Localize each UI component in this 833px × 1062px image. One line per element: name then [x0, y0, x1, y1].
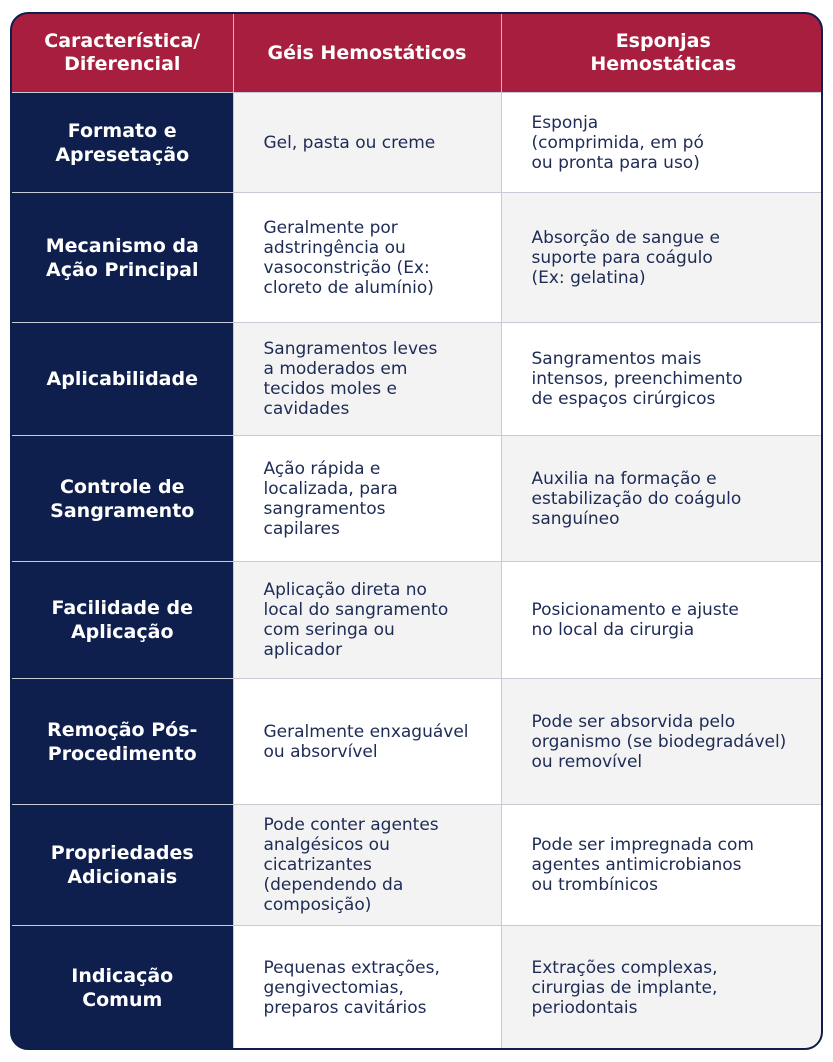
table-row — [12, 679, 823, 805]
table-row — [12, 193, 823, 323]
table-row — [12, 562, 823, 679]
header-gels: Géis Hemostáticos — [233, 14, 501, 93]
row-gel: Aplicação direta no local do sangramento com seringa ou aplicador — [233, 562, 501, 679]
table-row — [12, 436, 823, 562]
row-sponge: Esponja (comprimida, em pó ou pronta para uso) — [501, 93, 823, 193]
row-sponge: Pode ser impregnada com agentes antimicrobianos ou trombínicos — [501, 805, 823, 926]
row-feature: Controle de Sangramento — [12, 436, 233, 562]
header-row — [12, 14, 823, 93]
row-feature: Remoção Pós- Procedimento — [12, 679, 233, 805]
row-sponge: Sangramentos mais intensos, preenchimento de espaços cirúrgicos — [501, 323, 823, 436]
row-gel: Pequenas extrações, gengivectomias, preparos cavitários — [233, 926, 501, 1051]
row-sponge: Extrações complexas, cirurgias de implante, periodontais — [501, 926, 823, 1051]
table-row — [12, 926, 823, 1051]
header-characteristic: Característica/ Diferencial — [12, 14, 233, 93]
row-sponge: Pode ser absorvida pelo organismo (se biodegradável) ou removível — [501, 679, 823, 805]
table-row — [12, 805, 823, 926]
table-row — [12, 93, 823, 193]
row-feature: Mecanismo da Ação Principal — [12, 193, 233, 323]
row-sponge: Auxilia na formação e estabilização do coágulo sanguíneo — [501, 436, 823, 562]
row-gel: Ação rápida e localizada, para sangramentos capilares — [233, 436, 501, 562]
row-feature: Aplicabilidade — [12, 323, 233, 436]
table-row — [12, 323, 823, 436]
row-sponge: Posicionamento e ajuste no local da cirurgia — [501, 562, 823, 679]
row-gel: Geralmente enxaguável ou absorvível — [233, 679, 501, 805]
row-feature: Propriedades Adicionais — [12, 805, 233, 926]
row-gel: Sangramentos leves a moderados em tecidos moles e cavidades — [233, 323, 501, 436]
row-feature: Indicação Comum — [12, 926, 233, 1051]
comparison-table — [10, 12, 823, 1050]
row-feature: Facilidade de Aplicação — [12, 562, 233, 679]
comparison-table-grid — [12, 14, 823, 1050]
header-sponges: Esponjas Hemostáticas — [501, 14, 823, 93]
row-sponge: Absorção de sangue e suporte para coágulo (Ex: gelatina) — [501, 193, 823, 323]
row-gel: Gel, pasta ou creme — [233, 93, 501, 193]
row-gel: Pode conter agentes analgésicos ou cicatrizantes (dependendo da composição) — [233, 805, 501, 926]
row-feature: Formato e Apresetação — [12, 93, 233, 193]
row-gel: Geralmente por adstringência ou vasoconstrição (Ex: cloreto de alumínio) — [233, 193, 501, 323]
